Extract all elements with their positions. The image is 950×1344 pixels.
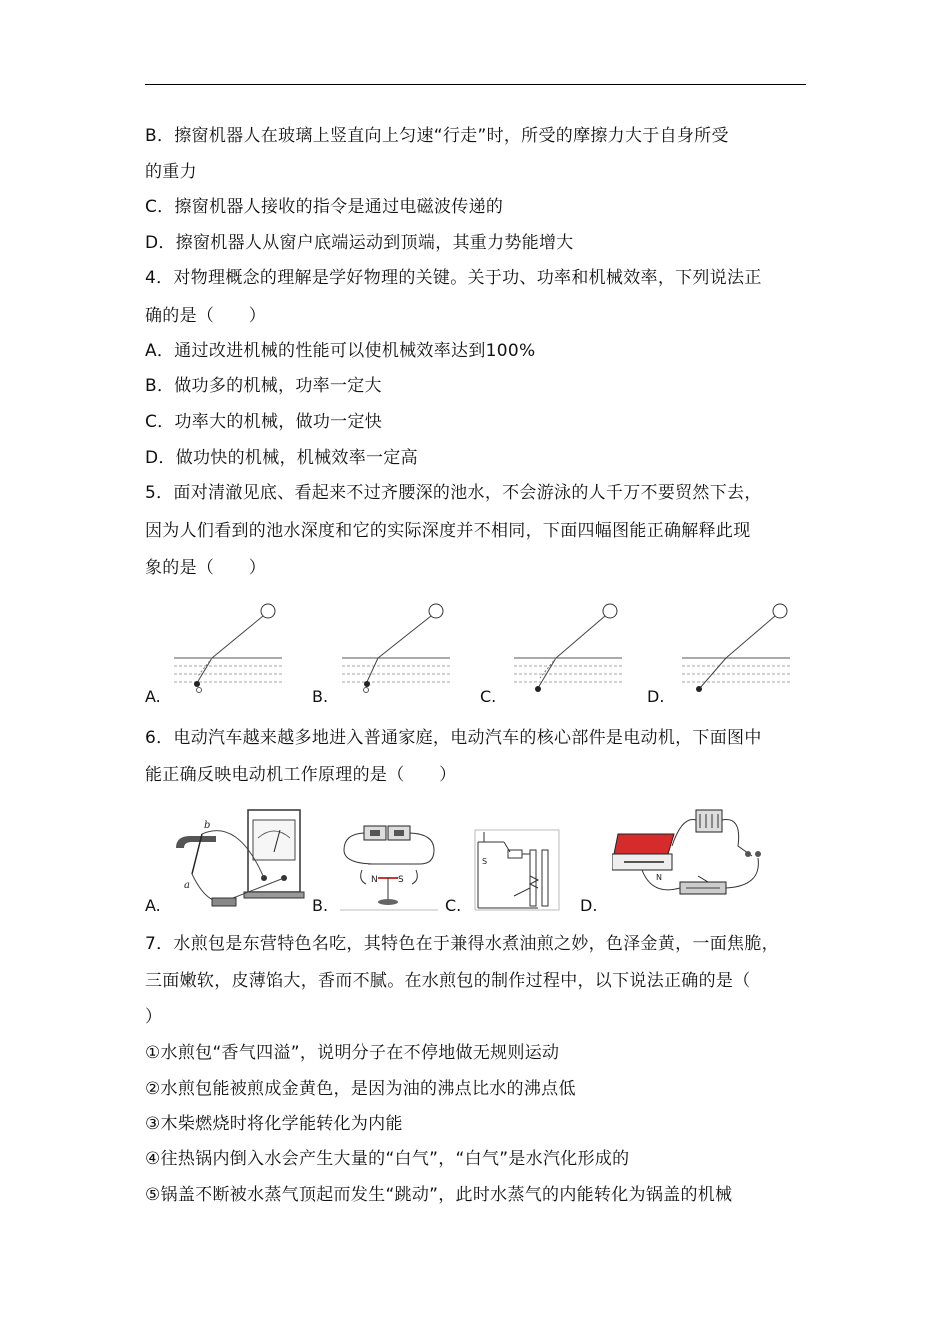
q6d-label-n: N: [656, 873, 662, 882]
q6-stem-line1: 6．电动汽车越来越多地进入普通家庭，电动汽车的核心部件是电动机，下面图中: [145, 728, 762, 748]
q5-figure-b: [336, 598, 456, 698]
q4-option-d: D．做功快的机械，机械效率一定高: [145, 448, 418, 468]
q5-label-d: D.: [647, 687, 665, 706]
q7-statement-4: ④往热锅内倒入水会产生大量的“白气”，“白气”是水汽化形成的: [145, 1149, 630, 1169]
q5-figure-a: [168, 598, 288, 698]
q7-stem-line2: 三面嫩软，皮薄馅大，香而不腻。在水煎包的制作过程中，以下说法正确的是（: [145, 971, 751, 991]
q7-statement-1: ①水煎包“香气四溢”，说明分子在不停地做无规则运动: [145, 1043, 560, 1063]
q3-option-b-line2: 的重力: [145, 162, 197, 182]
q4-option-c: C．功率大的机械，做功一定快: [145, 412, 383, 432]
q4-stem-line1: 4．对物理概念的理解是学好物理的关键。关于功、功率和机械效率，下列说法正: [145, 268, 762, 288]
q7-statement-5: ⑤锅盖不断被水蒸气顶起而发生“跳动”，此时水蒸气的内能转化为锅盖的机械: [145, 1185, 733, 1205]
q6-stem-line2: 能正确反映电动机工作原理的是（ ）: [145, 765, 457, 785]
q4-option-a: A．通过改进机械的性能可以使机械效率达到100%: [145, 341, 536, 361]
q6b-label-s: S: [398, 875, 404, 885]
q7-statement-2: ②水煎包能被煎成金黄色，是因为油的沸点比水的沸点低: [145, 1079, 576, 1099]
q6-label-b: B.: [312, 896, 329, 915]
q5-label-b: B.: [312, 687, 329, 706]
q3-option-b-line1: B．擦窗机器人在玻璃上竖直向上匀速“行走”时，所受的摩擦力大于自身所受: [145, 126, 729, 146]
q5-stem-line3: 象的是（ ）: [145, 558, 267, 578]
header-rule: [145, 84, 806, 85]
q6-figure-d: [612, 806, 772, 906]
q6a-label-b: b: [204, 820, 211, 831]
q5-figure-c: [508, 598, 628, 698]
q5-figure-d: [676, 598, 796, 698]
q6-label-c: C.: [445, 896, 462, 915]
q5-label-a: A.: [145, 687, 161, 706]
q4-stem-line2: 确的是（ ）: [145, 306, 267, 326]
q7-stem-line3: ）: [145, 1007, 163, 1027]
q3-option-d: D．擦窗机器人从窗户底端运动到顶端，其重力势能增大: [145, 233, 574, 253]
q7-statement-3: ③木柴燃烧时将化学能转化为内能: [145, 1114, 403, 1134]
q7-stem-line1: 7．水煎包是东营特色名吃，其特色在于兼得水煮油煎之妙，色泽金黄，一面焦脆，: [145, 934, 779, 954]
q5-stem-line2: 因为人们看到的池水深度和它的实际深度并不相同，下面四幅图能正确解释此现: [145, 521, 751, 541]
q6a-label-a: a: [184, 880, 190, 891]
q3-option-c: C．擦窗机器人接收的指令是通过电磁波传递的: [145, 197, 504, 217]
q5-stem-line1: 5．面对清澈见底、看起来不过齐腰深的池水，不会游泳的人千万不要贸然下去，: [145, 483, 762, 503]
q6-figure-a: [168, 808, 318, 912]
q6-figure-b: [340, 820, 438, 912]
q6-label-a: A.: [145, 896, 161, 915]
q4-option-b: B．做功多的机械，功率一定大: [145, 376, 382, 396]
q6b-label-n: N: [371, 875, 378, 885]
q6-figure-c: [474, 828, 560, 912]
q6-label-d: D.: [580, 896, 598, 915]
q5-label-c: C.: [480, 687, 497, 706]
q6c-label-s: S: [482, 857, 488, 866]
